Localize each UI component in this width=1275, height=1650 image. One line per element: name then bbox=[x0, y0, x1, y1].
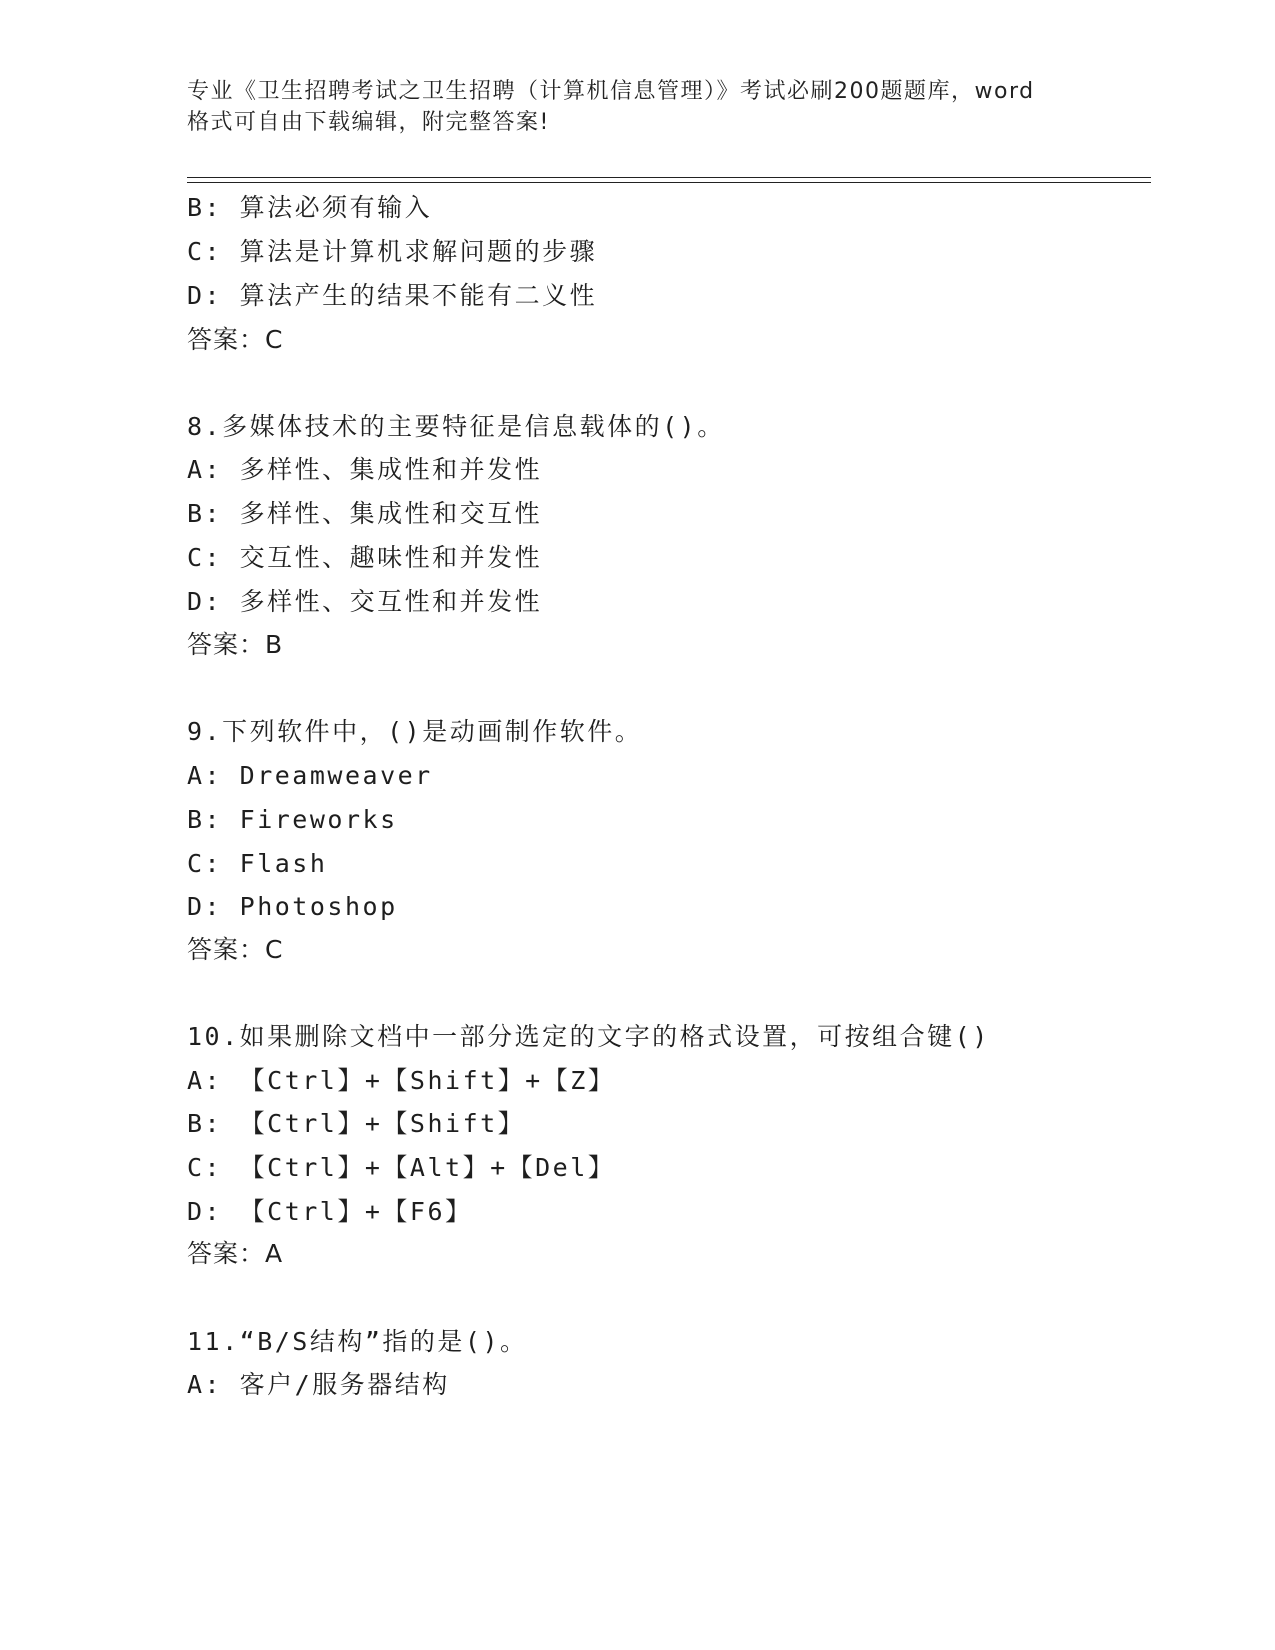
header-divider-top bbox=[187, 177, 1151, 178]
q9-question: 9.下列软件中，()是动画制作软件。 bbox=[187, 717, 643, 746]
header-divider-bottom bbox=[187, 182, 1151, 183]
q7-option-d: D: 算法产生的结果不能有二义性 bbox=[187, 281, 598, 310]
header-line-2: 格式可自由下载编辑，附完整答案! bbox=[187, 110, 550, 135]
q8-option-b: B: 多样性、集成性和交互性 bbox=[187, 499, 543, 528]
q8-question: 8.多媒体技术的主要特征是信息载体的()。 bbox=[187, 412, 725, 441]
q10-answer: 答案：A bbox=[187, 1239, 284, 1268]
q9-answer: 答案：C bbox=[187, 935, 284, 964]
q9-option-c: C: Flash bbox=[187, 849, 328, 878]
q8-option-d: D: 多样性、交互性和并发性 bbox=[187, 587, 543, 616]
q9-option-b: B: Fireworks bbox=[187, 805, 398, 834]
q10-option-a: A: 【Ctrl】+【Shift】+【Z】 bbox=[187, 1066, 616, 1095]
q11-option-a: A: 客户/服务器结构 bbox=[187, 1370, 450, 1399]
q10-option-d: D: 【Ctrl】+【F6】 bbox=[187, 1197, 473, 1226]
header-line-1: 专业《卫生招聘考试之卫生招聘（计算机信息管理）》考试必刷200题题库，word bbox=[187, 79, 1035, 104]
q10-question: 10.如果删除文档中一部分选定的文字的格式设置，可按组合键() bbox=[187, 1022, 990, 1051]
q8-answer: 答案：B bbox=[187, 630, 284, 659]
q7-answer: 答案：C bbox=[187, 325, 284, 354]
q9-option-a: A: Dreamweaver bbox=[187, 761, 433, 790]
q8-option-c: C: 交互性、趣味性和并发性 bbox=[187, 543, 543, 572]
q7-option-c: C: 算法是计算机求解问题的步骤 bbox=[187, 237, 598, 266]
q9-option-d: D: Photoshop bbox=[187, 892, 398, 921]
q11-question: 11.“B/S结构”指的是()。 bbox=[187, 1327, 528, 1356]
q10-option-c: C: 【Ctrl】+【Alt】+【Del】 bbox=[187, 1153, 616, 1182]
q8-option-a: A: 多样性、集成性和并发性 bbox=[187, 455, 543, 484]
q7-option-b: B: 算法必须有输入 bbox=[187, 193, 433, 222]
q10-option-b: B: 【Ctrl】+【Shift】 bbox=[187, 1109, 526, 1138]
document-header bbox=[187, 76, 1087, 138]
